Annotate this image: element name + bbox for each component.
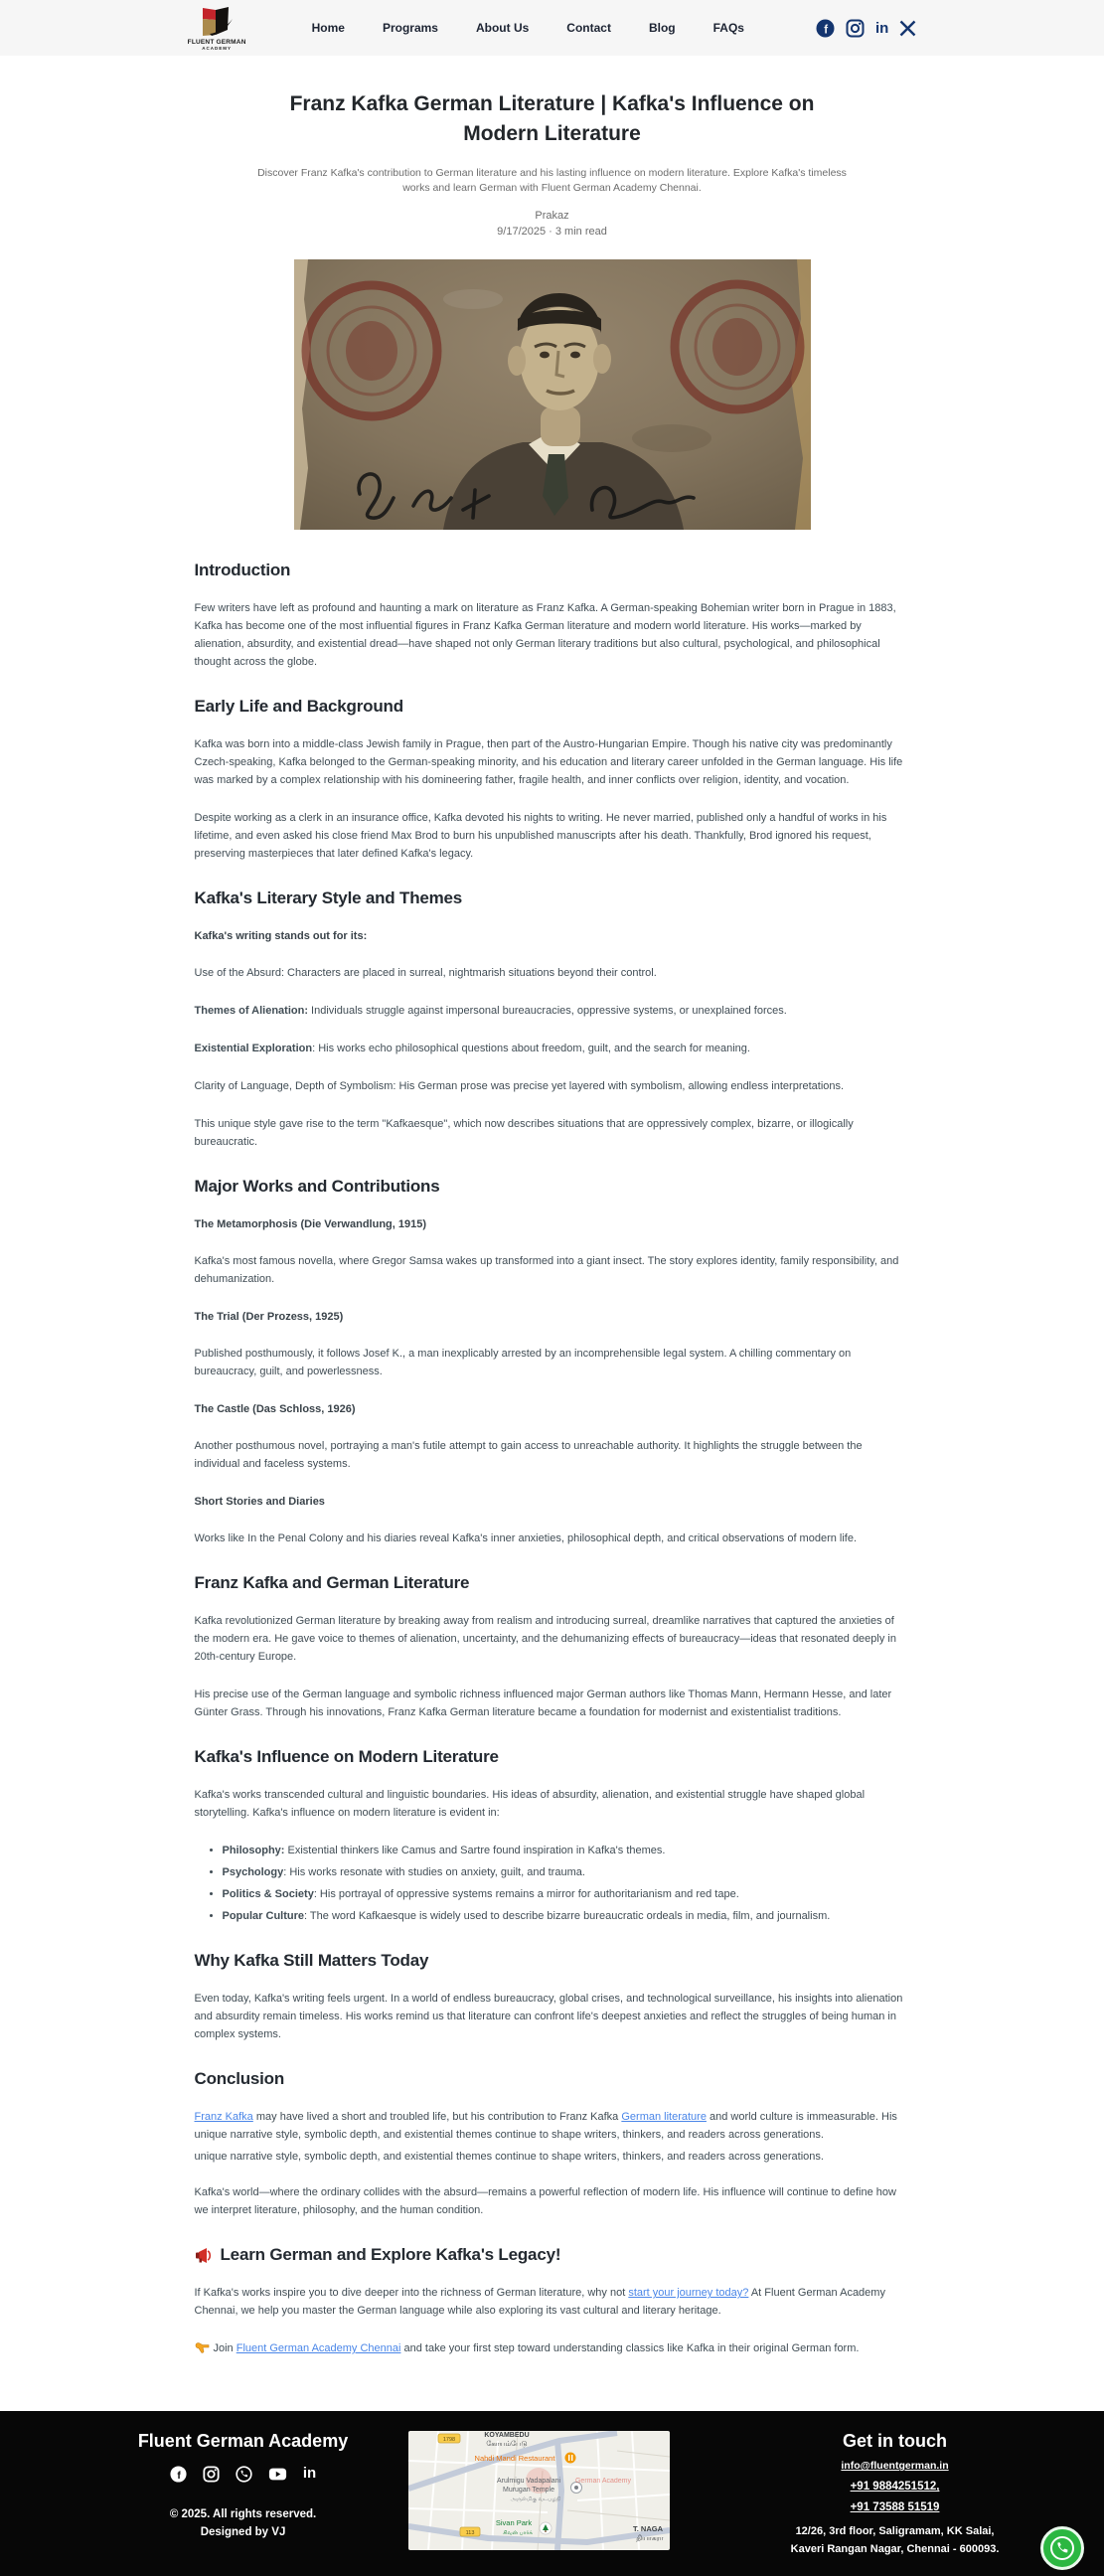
list-item: • Psychology: His works resonate with studies on anxiety, guilt, and trauma.: [223, 1863, 910, 1881]
linkedin-icon[interactable]: in: [874, 19, 889, 37]
cta-join-text: Join Fluent German Academy Chennai and take your first step toward understanding classics like Kafka in their original German form.: [213, 2342, 860, 2355]
kafka-portrait-image: [294, 259, 811, 530]
paragraph: Themes of Alienation: Individuals struggle against impersonal bureaucracies, oppressive systems, or unexplained forces.: [194, 1005, 787, 1018]
work-title-metamorphosis: The Metamorphosis (Die Verwandlung, 1915): [194, 1218, 426, 1231]
paragraph: Despite working as a clerk in an insurance office, Kafka devoted his nights to writing. He never married, published only a handful of works in his lifetime, and even asked his close friend Max Brod to burn his unpublished manuscripts after his death. Thankfully, Brod ignored his request, preserving masterpieces that later defined Kafka's legacy.: [194, 812, 887, 861]
section-heading-early-life: Early Life and Background: [194, 697, 403, 717]
map-road-badge-113: 113: [465, 2530, 475, 2537]
work-title-the-trial: The Trial (Der Prozess, 1925): [194, 1311, 344, 1324]
logo-line2: ACADEMY: [202, 45, 232, 51]
nav-blog[interactable]: Blog: [648, 21, 676, 35]
footer-map[interactable]: [408, 2431, 670, 2550]
list-item: • Philosophy: Existential thinkers like Camus and Sartre found inspiration in Kafka's themes.: [223, 1842, 910, 1859]
footer-contact-column: [755, 2431, 1034, 2558]
map-label-academy: German Academy: [575, 2478, 632, 2486]
nav-faqs[interactable]: FAQs: [712, 21, 744, 35]
paragraph: Franz Kafka may have lived a short and troubled life, but his contribution to Franz Kafka German literature and world culture is immeasurable. His unique narrative style, symbolic depth, and existential themes continue to shape writers, thinkers, and readers across generations.: [194, 2111, 897, 2142]
paragraph: Use of the Absurd: Characters are placed in surreal, nightmarish situations beyond their control.: [194, 967, 657, 980]
hero-kafka-portrait: [294, 259, 811, 535]
work-title-the-castle: The Castle (Das Schloss, 1926): [194, 1403, 356, 1416]
paragraph: If Kafka's works inspire you to dive deeper into the richness of German literature, why not start your journey today? At Fluent German Academy Chennai, we help you master the German language while also exploring its vast cultural and literary heritage.: [194, 2287, 885, 2318]
cta-heading-text: Learn German and Explore Kafka's Legacy!: [220, 2245, 561, 2265]
footer-copyright: © 2025. All rights reserved.: [169, 2508, 317, 2521]
contact-address-line2: Kaveri Rangan Nagar, Chennai - 600093.: [790, 2543, 1000, 2556]
section-heading-cta: [195, 2245, 910, 2265]
section-heading-influence: Kafka's Influence on Modern Literature: [194, 1747, 499, 1767]
style-lead: Kafka's writing stands out for its:: [194, 930, 368, 943]
paragraph: Clarity of Language, Depth of Symbolism: His German prose was precise yet layered with symbolism, allowing endless interpretations.: [194, 1080, 845, 1093]
paragraph: Kafka revolutionized German literature by breaking away from realism and introducing surreal, dreamlike narratives that captured the anxieties of the modern era. He gave voice to themes of alienation, uncertainty, and the dehumanizing effects of bureaucracy—ideas that resonated deeply in 20th-century Europe.: [194, 1615, 896, 1664]
footer-brand: Fluent German Academy: [137, 2431, 349, 2452]
linkedin-icon[interactable]: in: [302, 2465, 317, 2483]
nav-programs[interactable]: Programs: [382, 21, 438, 35]
instagram-icon[interactable]: [846, 19, 865, 38]
map-label-sivan-park: Sivan Park: [495, 2518, 533, 2528]
map-label-sivan-park-tamil: சிவன் பார்க்: [503, 2530, 533, 2537]
map-label-tnagar: T. NAGA: [633, 2524, 664, 2534]
section-heading-why-kafka: Why Kafka Still Matters Today: [194, 1951, 429, 1971]
list-item: • Popular Culture: The word Kafkaesque is widely used to describe bizarre bureaucratic ordeals in media, film, and journalism.: [223, 1907, 910, 1925]
instagram-icon[interactable]: [203, 2466, 220, 2483]
paragraph: Works like In the Penal Colony and his diaries reveal Kafka's inner anxieties, philosophical depth, and critical observations of modern life.: [194, 1532, 858, 1545]
nav-contact[interactable]: Contact: [566, 21, 611, 35]
paragraph: [195, 2339, 910, 2357]
section-heading-major-works: Major Works and Contributions: [194, 1177, 440, 1197]
contact-address-line1: 12/26, 3rd floor, Saligramam, KK Salai,: [795, 2525, 995, 2538]
article: [195, 56, 910, 2411]
paragraph: Kafka's most famous novella, where Gregor Samsa wakes up transformed into a giant insect. The story explores identity, family responsibility, and dehumanization.: [194, 1255, 899, 1286]
page-title: Franz Kafka German Literature | Kafka's Influence on Modern Literature: [289, 92, 815, 146]
svg-text:f: f: [824, 24, 829, 37]
map-label-koyambedu: KOYAMBEDU: [484, 2432, 530, 2440]
map-label-temple1: Arulmigu Vadapalani: [497, 2478, 561, 2486]
footer-designed-by: Designed by VJ: [200, 2526, 286, 2539]
fluent-german-academy-logo-icon: [196, 6, 237, 38]
inline-link[interactable]: start your journey today?: [628, 2287, 749, 2300]
paragraph: Existential Exploration: His works echo philosophical questions about freedom, guilt, and the search for meaning.: [194, 1043, 750, 1055]
section-heading-literary-style: Kafka's Literary Style and Themes: [194, 888, 463, 908]
footer-social: [89, 2466, 396, 2483]
work-title-short-stories: Short Stories and Diaries: [194, 1496, 325, 1509]
list-item: • Politics & Society: His portrayal of oppressive systems remains a mirror for authoritarianism and red tape.: [223, 1885, 910, 1903]
paragraph: Few writers have left as profound and haunting a mark on literature as Franz Kafka. A German-speaking Bohemian writer born in Prague in 1883, Kafka has become one of the most influential figures in Franz Kafka German literature and modern world literature. His works—marked by alienation, absurdity, and existential dread—have shaped not only German literary traditions but also cultural, psychological, and philosophical thought across the globe.: [194, 602, 896, 669]
get-in-touch-title: Get in touch: [843, 2431, 948, 2452]
megaphone-icon: [195, 2248, 213, 2263]
header-social: [816, 19, 916, 38]
section-heading-introduction: Introduction: [194, 561, 291, 580]
paragraph: Published posthumously, it follows Josef K., a man inexplicably arrested by an incomprehensible legal system. A chilling commentary on bureaucracy, guilt, and powerlessness.: [194, 1348, 852, 1378]
paragraph: This unique style gave rise to the term "Kafkaesque", which now describes situations that are oppressively complex, bizarre, or illogically bureaucratic.: [194, 1118, 854, 1149]
facebook-icon[interactable]: [816, 19, 835, 38]
whatsapp-icon[interactable]: [236, 2466, 252, 2483]
post-description: Discover Franz Kafka's contribution to German literature and his lasting influence on modern literature. Explore Kafka's timeless works and learn German with Fluent German Academy Chennai.: [257, 166, 847, 195]
map-road-badge-1798: 1798: [442, 2437, 456, 2444]
contact-phone2-link[interactable]: +91 73588 51519: [850, 2501, 940, 2514]
section-heading-german-literature: Franz Kafka and German Literature: [194, 1573, 470, 1593]
site-footer: [0, 2411, 1104, 2576]
paragraph: His precise use of the German language and symbolic richness influenced major German authors like Thomas Mann, Hermann Hesse, and later Günter Grass. Through his innovations, Franz Kafka German literature became a foundation for modernist and existentialist traditions.: [194, 1689, 892, 1719]
influence-list: [223, 1842, 910, 1925]
contact-phone1-link[interactable]: +91 9884251512,: [850, 2481, 940, 2494]
map-label-temple2: Murugan Temple: [503, 2487, 555, 2495]
paragraph: Kafka's world—where the ordinary collides with the absurd—remains a powerful reflection of modern life. His influence will continue to define how we interpret literature, philosophy, and the human condition.: [194, 2186, 896, 2217]
pointing-hand-icon: [195, 2341, 210, 2353]
section-heading-conclusion: Conclusion: [194, 2069, 285, 2089]
map-label-koyambedu-tamil: கோயம்பேடு: [486, 2441, 528, 2449]
post-author: Prakaz: [535, 210, 569, 223]
post-meta: 9/17/2025 · 3 min read: [497, 226, 607, 239]
inline-link[interactable]: Fluent German Academy Chennai: [236, 2342, 401, 2355]
nav-home[interactable]: Home: [311, 21, 345, 35]
map-label-temple-tamil: அருள்மிகு வடபழநி: [510, 2496, 561, 2503]
logo[interactable]: [188, 6, 246, 51]
restaurant-pin-icon: [565, 2453, 576, 2464]
map-label-restaurant: Nahdi Mandi Restaurant: [474, 2454, 555, 2464]
logo-line1: FLUENT GERMAN: [187, 38, 246, 46]
paragraph: Even today, Kafka's writing feels urgent. In a world of endless bureaucracy, global crises, and technological surveillance, his insights into alienation and absurdity remain timeless. His works remind us that literature can confront life's deepest anxieties and reflect the struggles of being human in complex systems.: [194, 1993, 903, 2041]
inline-link[interactable]: German literature: [621, 2111, 707, 2124]
nav-about-us[interactable]: About Us: [475, 21, 530, 35]
paragraph: Kafka's works transcended cultural and linguistic boundaries. His ideas of absurdity, alienation, and existential struggle have shaped global storytelling. Kafka's influence on modern literature is evident in:: [194, 1789, 866, 1820]
paragraph: Another posthumous novel, portraying a man's futile attempt to gain access to unreachable authority. It highlights the struggle between the individual and faceless systems.: [194, 1440, 863, 1471]
whatsapp-icon: [1049, 2535, 1075, 2561]
x-icon[interactable]: [899, 20, 916, 37]
svg-text:f: f: [177, 2471, 181, 2483]
facebook-icon[interactable]: [170, 2466, 187, 2483]
inline-link[interactable]: Franz Kafka: [194, 2111, 253, 2124]
duplicated-line-artifact: unique narrative style, symbolic depth, and existential themes continue to shape writers, thinkers, and readers across generations.: [194, 2151, 824, 2164]
whatsapp-float-button[interactable]: [1040, 2526, 1084, 2570]
contact-email-link[interactable]: info@fluentgerman.in: [841, 2460, 949, 2473]
footer-brand-column: [89, 2431, 396, 2544]
site-header: [0, 0, 1104, 56]
map-label-tnagar-tamil: தியாகரா: [636, 2535, 664, 2543]
paragraph: Kafka was born into a middle-class Jewish family in Prague, then part of the Austro-Hungarian Empire. Though his native city was predominantly Czech-speaking, Kafka belonged to the German-speaking minority, and his education and literary career unfolded in the German language. His life was marked by a complex relationship with his domineering father, fragile health, and inner conflicts over religion, identity, and vocation.: [194, 738, 903, 787]
youtube-icon[interactable]: [268, 2466, 287, 2483]
